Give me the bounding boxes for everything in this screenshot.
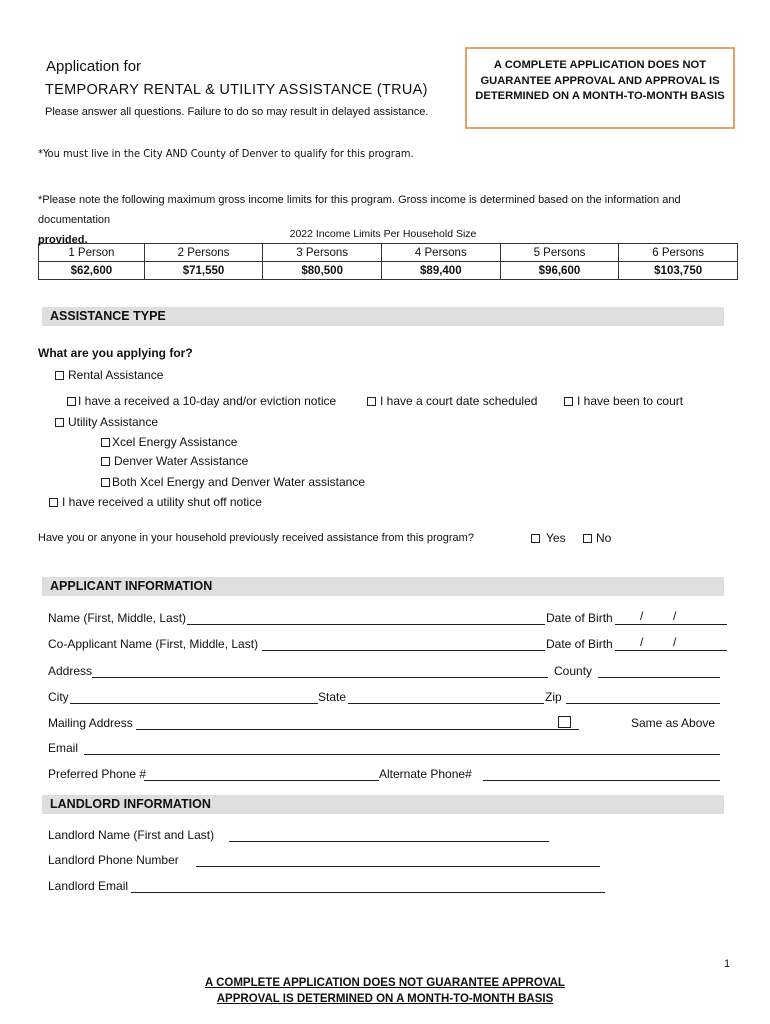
- residency-note: *You must live in the City AND County of Denver to qualify for this program.: [38, 147, 414, 160]
- income-note-line2: provided.: [38, 234, 88, 246]
- rental-assistance-checkbox[interactable]: [55, 371, 64, 380]
- income-note-line1: *Please note the following maximum gross income limits for this program. Gross income is determined based on the information and documentation: [38, 194, 681, 226]
- landlord-phone-field[interactable]: [196, 866, 600, 867]
- approval-notice-box: A COMPLETE APPLICATION DOES NOT GUARANTEE APPROVAL AND APPROVAL IS DETERMINED ON A MONTH-TO-MONTH BASIS: [465, 47, 735, 129]
- income-value-cell: $96,600: [500, 262, 619, 280]
- zip-field[interactable]: [566, 703, 720, 704]
- form-subtitle: Please answer all questions. Failure to do so may result in delayed assistance.: [45, 106, 429, 118]
- name-field[interactable]: [187, 624, 545, 625]
- been-to-court-checkbox[interactable]: [564, 397, 573, 406]
- denver-water-checkbox[interactable]: [101, 457, 110, 466]
- previous-yes-checkbox[interactable]: [531, 534, 540, 543]
- income-table-caption: 2022 Income Limits Per Household Size: [289, 228, 477, 240]
- both-checkbox[interactable]: [101, 478, 110, 487]
- applying-for-question: What are you applying for?: [38, 346, 193, 360]
- application-for-label: Application for: [46, 58, 142, 75]
- dob-slash: /: [640, 635, 644, 649]
- income-header-cell: 5 Persons: [500, 244, 619, 262]
- utility-assistance-checkbox[interactable]: [55, 418, 64, 427]
- footer-line-1: A COMPLETE APPLICATION DOES NOT GUARANTEE APPROVAL: [205, 977, 565, 989]
- previous-yes-label: Yes: [546, 531, 566, 545]
- rental-assistance-option[interactable]: [55, 368, 163, 382]
- income-value-cell: $103,750: [619, 262, 738, 280]
- both-option[interactable]: [101, 475, 365, 489]
- alternate-phone-label: Alternate Phone#: [379, 767, 472, 781]
- mailing-address-field[interactable]: [136, 729, 579, 730]
- same-as-above-checkbox[interactable]: [558, 716, 571, 728]
- dob-slash: /: [673, 609, 677, 623]
- applicant-info-header: APPLICANT INFORMATION: [42, 577, 724, 596]
- city-label: City: [48, 690, 69, 704]
- income-value-cell: $80,500: [263, 262, 382, 280]
- denver-water-label: Denver Water Assistance: [114, 454, 249, 468]
- preferred-phone-field[interactable]: [144, 780, 379, 781]
- eviction-notice-checkbox[interactable]: [67, 397, 76, 406]
- coapplicant-dob-field[interactable]: [615, 650, 727, 651]
- city-field[interactable]: [70, 703, 318, 704]
- preferred-phone-label: Preferred Phone #: [48, 767, 147, 781]
- dob-slash: /: [673, 635, 677, 649]
- income-header-cell: 1 Person: [39, 244, 145, 262]
- email-label: Email: [48, 741, 79, 755]
- rental-assistance-label: Rental Assistance: [68, 368, 164, 382]
- address-field[interactable]: [92, 677, 548, 678]
- income-value-cell: $71,550: [144, 262, 263, 280]
- income-table-header-row: [39, 244, 738, 262]
- email-field[interactable]: [84, 754, 720, 755]
- xcel-checkbox[interactable]: [101, 438, 110, 447]
- both-label: Both Xcel Energy and Denver Water assistance: [112, 475, 366, 489]
- dob-field[interactable]: [615, 624, 727, 625]
- landlord-name-field[interactable]: [229, 841, 549, 842]
- income-header-cell: 4 Persons: [382, 244, 501, 262]
- previous-yes-option[interactable]: [531, 531, 566, 545]
- dob-label: Date of Birth: [546, 611, 613, 625]
- address-label: Address: [48, 664, 93, 678]
- income-limits-table: [38, 243, 738, 280]
- page-number: 1: [724, 958, 731, 970]
- same-as-above-label: Same as Above: [631, 716, 716, 730]
- landlord-phone-label: Landlord Phone Number: [48, 853, 179, 867]
- denver-water-option[interactable]: [101, 454, 248, 468]
- name-label: Name (First, Middle, Last): [48, 611, 187, 625]
- shutoff-label: I have received a utility shut off notice: [62, 495, 262, 509]
- landlord-name-label: Landlord Name (First and Last): [48, 828, 215, 842]
- county-label: County: [554, 664, 593, 678]
- dob-slash: /: [640, 609, 644, 623]
- shutoff-option[interactable]: [49, 495, 262, 509]
- been-to-court-option[interactable]: [564, 394, 683, 408]
- alternate-phone-field[interactable]: [483, 780, 720, 781]
- zip-label: Zip: [545, 690, 562, 704]
- landlord-email-field[interactable]: [131, 892, 605, 893]
- previous-no-checkbox[interactable]: [583, 534, 592, 543]
- state-label: State: [318, 690, 347, 704]
- previous-no-label: No: [596, 531, 612, 545]
- form-title: TEMPORARY RENTAL & UTILITY ASSISTANCE (TRUA): [45, 82, 428, 98]
- court-date-checkbox[interactable]: [367, 397, 376, 406]
- coapplicant-label: Co-Applicant Name (First, Middle, Last): [48, 637, 259, 651]
- shutoff-checkbox[interactable]: [49, 498, 58, 507]
- xcel-option[interactable]: [101, 435, 237, 449]
- income-header-cell: 6 Persons: [619, 244, 738, 262]
- utility-assistance-label: Utility Assistance: [68, 415, 159, 429]
- coapplicant-dob-label: Date of Birth: [546, 637, 613, 651]
- income-header-cell: 2 Persons: [144, 244, 263, 262]
- court-date-option[interactable]: [367, 394, 537, 408]
- income-table-value-row: [39, 262, 738, 280]
- landlord-info-header: LANDLORD INFORMATION: [42, 795, 724, 814]
- mailing-address-label: Mailing Address: [48, 716, 133, 730]
- court-date-label: I have a court date scheduled: [380, 394, 538, 408]
- assistance-type-header: ASSISTANCE TYPE: [42, 307, 724, 326]
- utility-assistance-option[interactable]: [55, 415, 158, 429]
- income-value-cell: $62,600: [39, 262, 145, 280]
- xcel-label: Xcel Energy Assistance: [112, 435, 238, 449]
- been-to-court-label: I have been to court: [577, 394, 684, 408]
- county-field[interactable]: [598, 677, 720, 678]
- previous-assistance-question: Have you or anyone in your household previously received assistance from this program?: [38, 532, 474, 544]
- income-value-cell: $89,400: [382, 262, 501, 280]
- coapplicant-field[interactable]: [262, 650, 545, 651]
- eviction-notice-option[interactable]: [67, 394, 336, 408]
- income-note: [38, 190, 728, 250]
- previous-no-option[interactable]: [583, 531, 611, 545]
- state-field[interactable]: [348, 703, 544, 704]
- income-header-cell: 3 Persons: [263, 244, 382, 262]
- landlord-email-label: Landlord Email: [48, 879, 129, 893]
- footer-line-2: APPROVAL IS DETERMINED ON A MONTH-TO-MONTH BASIS: [216, 993, 554, 1005]
- eviction-notice-label: I have a received a 10-day and/or eviction notice: [78, 394, 337, 408]
